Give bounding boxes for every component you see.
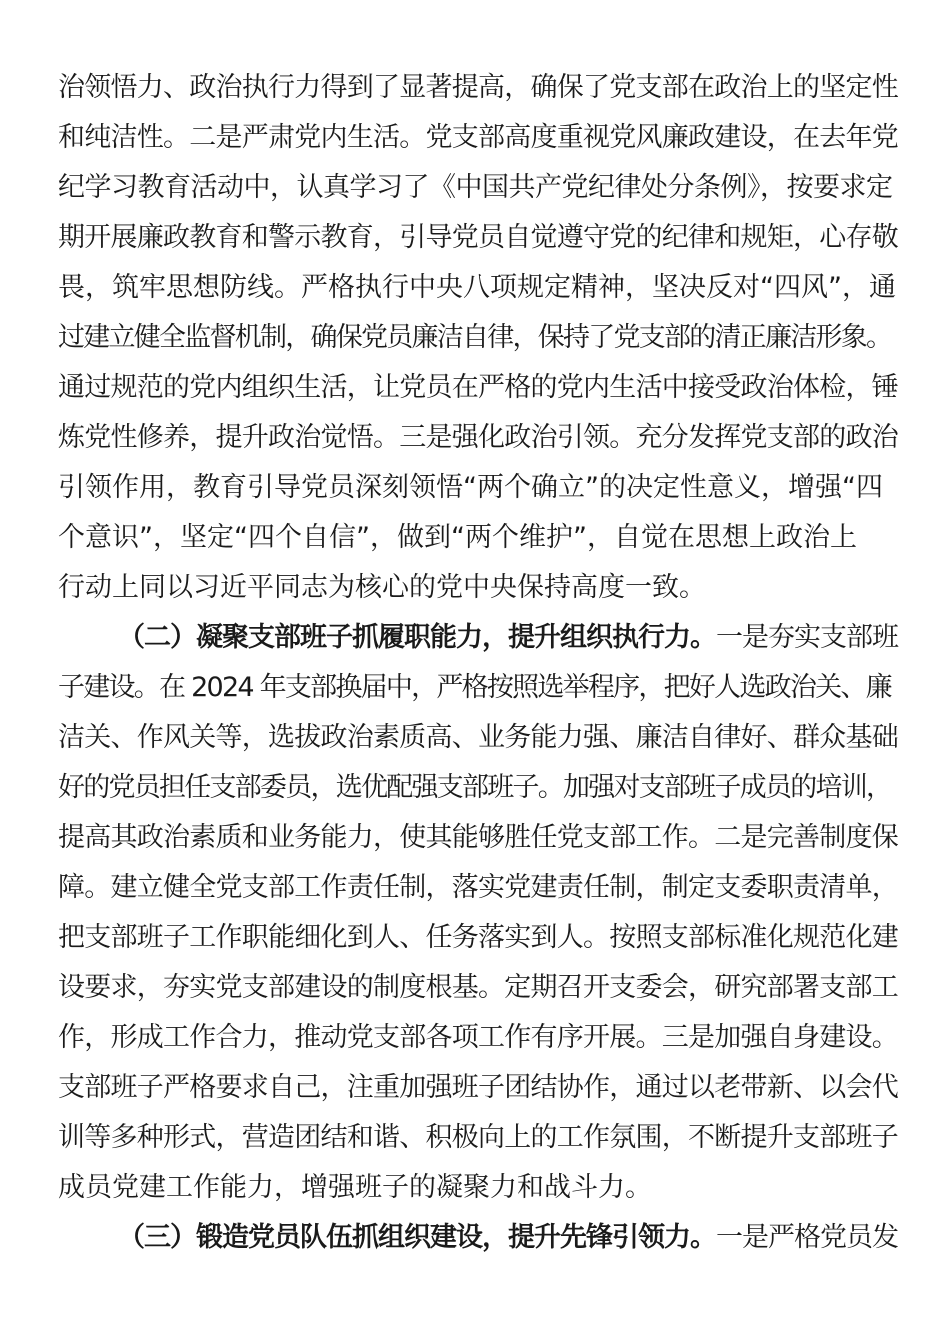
body-line: 把支部班子工作职能细化到人、任务落实到人。按照支部标准化规范化建 bbox=[58, 922, 898, 953]
body-line: 和纯洁性。二是严肃党内生活。党支部高度重视党风廉政建设，在去年党 bbox=[58, 122, 898, 153]
body-line: 子建设。在 2024 年支部换届中，严格按照选举程序，把好人选政治关、廉 bbox=[58, 672, 891, 703]
body-line: 训等多种形式，营造团结和谐、积极向上的工作氛围，不断提升支部班子 bbox=[58, 1122, 898, 1153]
body-line: 支部班子严格要求自己，注重加强班子团结协作，通过以老带新、以会代 bbox=[58, 1072, 898, 1103]
body-line: 治领悟力、政治执行力得到了显著提高，确保了党支部在政治上的坚定性 bbox=[58, 72, 898, 103]
body-line: 设要求，夯实党支部建设的制度根基。定期召开支委会，研究部署支部工 bbox=[58, 972, 898, 1003]
body-line: 过建立健全监督机制，确保党员廉洁自律，保持了党支部的清正廉洁形象。 bbox=[58, 322, 892, 353]
body-line: 纪学习教育活动中，认真学习了《中国共产党纪律处分条例》，按要求定 bbox=[58, 172, 893, 203]
body-line: 好的党员担任支部委员，选优配强支部班子。加强对支部班子成员的培训， bbox=[58, 772, 892, 803]
body-line: 行动上同以习近平同志为核心的党中央保持高度一致。 bbox=[58, 572, 706, 603]
body-line: 引领作用，教育引导党员深刻领悟“两个确立”的决定性意义，增强“四 bbox=[58, 472, 883, 503]
body-line: 提高其政治素质和业务能力，使其能够胜任党支部工作。二是完善制度保 bbox=[58, 822, 898, 853]
body-line: 期开展廉政教育和警示教育，引导党员自觉遵守党的纪律和规矩，心存敬 bbox=[58, 222, 898, 253]
body-line: 通过规范的党内组织生活，让党员在严格的党内生活中接受政治体检，锤 bbox=[58, 372, 898, 403]
body-line: 障。建立健全党支部工作责任制，落实党建责任制，制定支委职责清单， bbox=[58, 872, 898, 903]
section-2-first-text: 一是夯实支部班 bbox=[716, 622, 898, 653]
section-3-heading: （三）锻造党员队伍抓组织建设，提升先锋引领力。 bbox=[118, 1222, 716, 1253]
body-line: 畏，筑牢思想防线。严格执行中央八项规定精神，坚决反对“四风”，通 bbox=[58, 272, 896, 303]
body-line: 个意识”，坚定“四个自信”，做到“两个维护”，自觉在思想上政治上 bbox=[58, 522, 857, 553]
body-line: 洁关、作风关等，选拔政治素质高、业务能力强、廉洁自律好、群众基础 bbox=[58, 722, 898, 753]
body-line: 成员党建工作能力，增强班子的凝聚力和战斗力。 bbox=[58, 1172, 652, 1203]
body-line: 作，形成工作合力，推动党支部各项工作有序开展。三是加强自身建设。 bbox=[58, 1022, 898, 1053]
section-3-first-text: 一是严格党员发 bbox=[716, 1222, 898, 1253]
section-2-first-line bbox=[118, 620, 898, 656]
section-2-heading: （二）凝聚支部班子抓履职能力，提升组织执行力。 bbox=[118, 622, 716, 653]
body-line: 炼党性修养，提升政治觉悟。三是强化政治引领。充分发挥党支部的政治 bbox=[58, 422, 898, 453]
section-3-first-line bbox=[118, 1220, 898, 1256]
